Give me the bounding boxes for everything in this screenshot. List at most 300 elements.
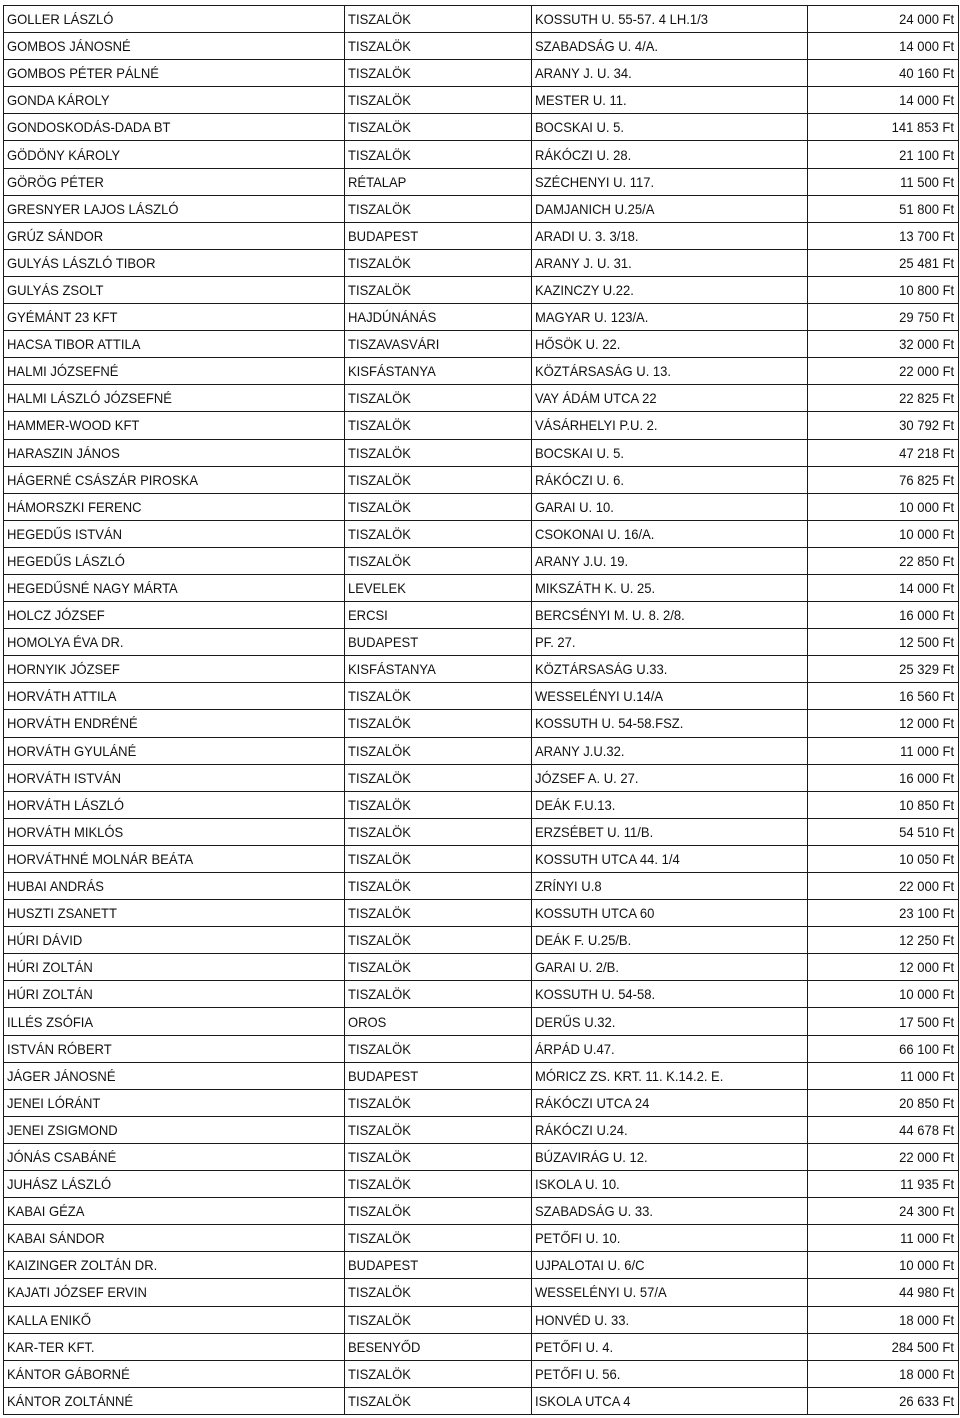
city-cell-text: TISZALÖK [348, 1176, 411, 1193]
name-cell [4, 1198, 345, 1225]
name-cell-text: JENEI LÓRÁNT [7, 1094, 101, 1111]
city-cell [345, 439, 532, 466]
address-cell-text: ARADI U. 3. 3/18. [535, 227, 639, 244]
name-cell [4, 6, 345, 33]
address-cell [532, 710, 808, 737]
city-cell [345, 656, 532, 683]
city-cell [345, 520, 532, 547]
table-row [4, 547, 959, 574]
name-cell-text: GULYÁS ZSOLT [7, 281, 104, 298]
address-cell-text: ISKOLA UTCA 4 [535, 1392, 631, 1409]
amount-cell [808, 1008, 959, 1035]
city-cell [345, 710, 532, 737]
name-cell-text: JÁGER JÁNOSNÉ [7, 1067, 116, 1084]
name-cell-text: HÚRI DÁVID [7, 932, 83, 949]
address-cell-text: MAGYAR U. 123/A. [535, 309, 649, 326]
name-cell-text: HOMOLYA ÉVA DR. [7, 634, 124, 651]
name-cell-text: HÚRI ZOLTÁN [7, 986, 93, 1003]
address-cell [532, 385, 808, 412]
table-row [4, 87, 959, 114]
name-cell-text: KAR-TER KFT. [7, 1338, 95, 1355]
city-cell [345, 818, 532, 845]
city-cell [345, 1387, 532, 1414]
city-cell-text: TISZALÖK [348, 146, 411, 163]
city-cell [345, 954, 532, 981]
amount-cell-text: 22 000 Ft [898, 363, 954, 380]
name-cell-text: HÁGERNÉ CSÁSZÁR PIROSKA [7, 471, 199, 488]
table-row [4, 33, 959, 60]
amount-cell-text: 14 000 Ft [898, 580, 954, 597]
table-row [4, 629, 959, 656]
city-cell [345, 249, 532, 276]
table-row [4, 168, 959, 195]
amount-cell-text: 20 850 Ft [898, 1094, 954, 1111]
amount-cell [808, 412, 959, 439]
amount-cell-text: 12 500 Ft [898, 634, 954, 651]
address-cell-text: MÓRICZ ZS. KRT. 11. K.14.2. E. [535, 1067, 724, 1084]
address-cell-text: DAMJANICH U.25/A [535, 200, 655, 217]
amount-cell [808, 764, 959, 791]
amount-cell [808, 1035, 959, 1062]
name-cell-text: ILLÉS ZSÓFIA [7, 1013, 94, 1030]
amount-cell-text: 22 000 Ft [898, 878, 954, 895]
name-cell [4, 1062, 345, 1089]
name-cell [4, 683, 345, 710]
name-cell [4, 1008, 345, 1035]
name-cell-text: HÚRI ZOLTÁN [7, 959, 93, 976]
address-cell-text: HONVÉD U. 33. [535, 1311, 630, 1328]
address-cell [532, 493, 808, 520]
address-cell [532, 764, 808, 791]
address-cell [532, 466, 808, 493]
address-cell [532, 602, 808, 629]
address-cell-text: WESSELÉNYI U.14/A [535, 688, 664, 705]
table-row [4, 1143, 959, 1170]
table-row [4, 141, 959, 168]
address-cell-text: ISKOLA U. 10. [535, 1176, 620, 1193]
city-cell-text: TISZALÖK [348, 65, 411, 82]
name-cell-text: HALMI JÓZSEFNÉ [7, 363, 119, 380]
name-cell-text: HORVÁTH LÁSZLÓ [7, 796, 124, 813]
city-cell-text: BUDAPEST [348, 634, 419, 651]
name-cell [4, 249, 345, 276]
amount-cell-text: 11 500 Ft [899, 173, 954, 190]
address-cell-text: PF. 27. [535, 634, 576, 651]
name-cell-text: KABAI GÉZA [7, 1203, 85, 1220]
name-cell [4, 276, 345, 303]
address-cell [532, 927, 808, 954]
amount-cell-text: 22 825 Ft [898, 390, 954, 407]
table-row [4, 114, 959, 141]
table-row [4, 222, 959, 249]
amount-cell-text: 22 000 Ft [898, 1148, 954, 1165]
amount-cell [808, 1360, 959, 1387]
amount-cell [808, 276, 959, 303]
city-cell-text: BUDAPEST [348, 227, 419, 244]
address-cell [532, 1387, 808, 1414]
amount-cell [808, 656, 959, 683]
amount-cell [808, 1089, 959, 1116]
address-cell-text: CSOKONAI U. 16/A. [535, 525, 655, 542]
amount-cell-text: 40 160 Ft [898, 65, 954, 82]
name-cell-text: KABAI SÁNDOR [7, 1230, 105, 1247]
name-cell-text: HARASZIN JÁNOS [7, 444, 120, 461]
amount-cell-text: 284 500 Ft [891, 1338, 954, 1355]
amount-cell [808, 60, 959, 87]
city-cell-text: OROS [348, 1013, 387, 1030]
city-cell [345, 6, 532, 33]
amount-cell-text: 16 000 Ft [898, 607, 954, 624]
amount-cell-text: 12 000 Ft [898, 959, 954, 976]
amount-cell-text: 32 000 Ft [898, 336, 954, 353]
address-cell-text: KOSSUTH U. 54-58. [535, 986, 656, 1003]
amount-cell [808, 981, 959, 1008]
table-row [4, 6, 959, 33]
name-cell [4, 1035, 345, 1062]
amount-cell-text: 66 100 Ft [898, 1040, 954, 1057]
amount-cell-text: 13 700 Ft [898, 227, 954, 244]
address-cell [532, 1116, 808, 1143]
table-row [4, 195, 959, 222]
amount-cell [808, 385, 959, 412]
address-cell [532, 656, 808, 683]
amount-cell [808, 737, 959, 764]
table-row [4, 683, 959, 710]
amount-cell [808, 6, 959, 33]
amount-cell [808, 439, 959, 466]
city-cell [345, 683, 532, 710]
name-cell-text: KAIZINGER ZOLTÁN DR. [7, 1257, 158, 1274]
name-cell [4, 493, 345, 520]
name-cell-text: GÖRÖG PÉTER [7, 173, 104, 190]
amount-cell [808, 873, 959, 900]
address-cell [532, 900, 808, 927]
table-row [4, 249, 959, 276]
table-row [4, 1279, 959, 1306]
city-cell-text: RÉTALAP [348, 173, 407, 190]
address-cell-text: JÓZSEF A. U. 27. [535, 769, 639, 786]
city-cell [345, 168, 532, 195]
address-cell [532, 114, 808, 141]
city-cell-text: TISZAVASVÁRI [348, 336, 440, 353]
table-row [4, 954, 959, 981]
name-cell [4, 331, 345, 358]
name-cell-text: GOMBOS PÉTER PÁLNÉ [7, 65, 159, 82]
name-cell-text: KÁNTOR ZOLTÁNNÉ [7, 1392, 134, 1409]
amount-cell-text: 29 750 Ft [898, 309, 954, 326]
address-cell [532, 1143, 808, 1170]
address-cell-text: BÚZAVIRÁG U. 12. [535, 1148, 648, 1165]
name-cell-text: KAJATI JÓZSEF ERVIN [7, 1284, 147, 1301]
city-cell-text: TISZALÖK [348, 390, 411, 407]
name-cell [4, 873, 345, 900]
city-cell [345, 412, 532, 439]
name-cell-text: JENEI ZSIGMOND [7, 1121, 118, 1138]
name-cell [4, 1387, 345, 1414]
address-cell [532, 412, 808, 439]
table-row [4, 412, 959, 439]
name-cell-text: ISTVÁN RÓBERT [7, 1040, 112, 1057]
table-row [4, 764, 959, 791]
amount-cell [808, 574, 959, 601]
amount-cell [808, 845, 959, 872]
name-cell-text: HAMMER-WOOD KFT [7, 417, 140, 434]
name-cell [4, 764, 345, 791]
table-row [4, 1089, 959, 1116]
city-cell-text: TISZALÖK [348, 688, 411, 705]
name-cell-text: HALMI LÁSZLÓ JÓZSEFNÉ [7, 390, 172, 407]
amount-cell [808, 900, 959, 927]
amount-cell-text: 10 000 Ft [898, 525, 954, 542]
city-cell [345, 141, 532, 168]
amount-cell [808, 927, 959, 954]
amount-cell [808, 1279, 959, 1306]
city-cell-text: TISZALÖK [348, 1040, 411, 1057]
amount-cell-text: 10 000 Ft [898, 1257, 954, 1274]
table-row [4, 1035, 959, 1062]
donor-table-body [4, 6, 959, 1415]
address-cell [532, 331, 808, 358]
table-row [4, 656, 959, 683]
city-cell [345, 33, 532, 60]
amount-cell [808, 1306, 959, 1333]
table-row [4, 276, 959, 303]
city-cell-text: BUDAPEST [348, 1067, 419, 1084]
table-row [4, 1198, 959, 1225]
city-cell-text: TISZALÖK [348, 1365, 411, 1382]
name-cell [4, 981, 345, 1008]
name-cell [4, 1143, 345, 1170]
city-cell [345, 60, 532, 87]
address-cell [532, 60, 808, 87]
city-cell-text: TISZALÖK [348, 986, 411, 1003]
city-cell [345, 222, 532, 249]
city-cell-text: TISZALÖK [348, 905, 411, 922]
city-cell-text: TISZALÖK [348, 932, 411, 949]
city-cell [345, 466, 532, 493]
city-cell-text: LEVELEK [348, 580, 406, 597]
address-cell-text: KAZINCZY U.22. [535, 281, 634, 298]
address-cell-text: SZÉCHENYI U. 117. [535, 173, 655, 190]
name-cell [4, 547, 345, 574]
address-cell-text: ÁRPÁD U.47. [535, 1040, 615, 1057]
name-cell [4, 141, 345, 168]
address-cell-text: DERŰS U.32. [535, 1013, 616, 1030]
city-cell [345, 304, 532, 331]
donor-list-sheet [3, 5, 958, 1415]
address-cell-text: BERCSÉNYI M. U. 8. 2/8. [535, 607, 685, 624]
city-cell-text: TISZALÖK [348, 1148, 411, 1165]
city-cell-text: TISZALÖK [348, 1121, 411, 1138]
city-cell [345, 1143, 532, 1170]
city-cell-text: TISZALÖK [348, 1203, 411, 1220]
address-cell [532, 873, 808, 900]
city-cell [345, 900, 532, 927]
city-cell [345, 1062, 532, 1089]
name-cell-text: HACSA TIBOR ATTILA [7, 336, 141, 353]
name-cell-text: GOMBOS JÁNOSNÉ [7, 38, 131, 55]
amount-cell-text: 24 300 Ft [898, 1203, 954, 1220]
name-cell-text: GRESNYER LAJOS LÁSZLÓ [7, 200, 179, 217]
name-cell-text: HEGEDŰS ISTVÁN [7, 525, 123, 542]
city-cell [345, 737, 532, 764]
address-cell [532, 1279, 808, 1306]
amount-cell-text: 47 218 Ft [898, 444, 954, 461]
address-cell [532, 6, 808, 33]
city-cell [345, 1333, 532, 1360]
name-cell-text: HORVÁTH MIKLÓS [7, 823, 124, 840]
amount-cell-text: 10 050 Ft [898, 850, 954, 867]
address-cell [532, 954, 808, 981]
amount-cell-text: 25 329 Ft [898, 661, 954, 678]
amount-cell-text: 16 560 Ft [898, 688, 954, 705]
address-cell-text: DEÁK F. U.25/B. [535, 932, 632, 949]
name-cell [4, 33, 345, 60]
name-cell [4, 1333, 345, 1360]
amount-cell [808, 1198, 959, 1225]
address-cell-text: MIKSZÁTH K. U. 25. [535, 580, 656, 597]
address-cell-text: BOCSKAI U. 5. [535, 444, 625, 461]
amount-cell [808, 1387, 959, 1414]
name-cell-text: GONDA KÁROLY [7, 92, 110, 109]
amount-cell-text: 44 980 Ft [898, 1284, 954, 1301]
table-row [4, 845, 959, 872]
city-cell [345, 114, 532, 141]
amount-cell [808, 710, 959, 737]
name-cell [4, 385, 345, 412]
city-cell [345, 791, 532, 818]
amount-cell-text: 18 000 Ft [898, 1365, 954, 1382]
amount-cell [808, 33, 959, 60]
name-cell-text: GULYÁS LÁSZLÓ TIBOR [7, 254, 156, 271]
table-row [4, 1387, 959, 1414]
name-cell-text: HORVÁTH ATTILA [7, 688, 117, 705]
amount-cell-text: 25 481 Ft [898, 254, 954, 271]
address-cell-text: VÁSÁRHELYI P.U. 2. [535, 417, 658, 434]
address-cell [532, 1225, 808, 1252]
amount-cell [808, 87, 959, 114]
address-cell [532, 1171, 808, 1198]
name-cell [4, 195, 345, 222]
table-row [4, 602, 959, 629]
city-cell-text: TISZALÖK [348, 525, 411, 542]
address-cell-text: KÖZTÁRSASÁG U.33. [535, 661, 668, 678]
city-cell-text: TISZALÖK [348, 254, 411, 271]
donor-table [3, 5, 959, 1415]
address-cell [532, 1360, 808, 1387]
table-row [4, 1306, 959, 1333]
amount-cell [808, 1116, 959, 1143]
city-cell-text: TISZALÖK [348, 715, 411, 732]
amount-cell [808, 195, 959, 222]
name-cell-text: GOLLER LÁSZLÓ [7, 11, 114, 28]
amount-cell [808, 602, 959, 629]
address-cell [532, 1008, 808, 1035]
city-cell [345, 358, 532, 385]
name-cell [4, 602, 345, 629]
table-row [4, 493, 959, 520]
address-cell-text: GARAI U. 10. [535, 498, 614, 515]
address-cell [532, 547, 808, 574]
address-cell [532, 818, 808, 845]
name-cell-text: HOLCZ JÓZSEF [7, 607, 105, 624]
city-cell [345, 547, 532, 574]
name-cell [4, 818, 345, 845]
city-cell [345, 1279, 532, 1306]
address-cell-text: RÁKÓCZI U. 6. [535, 471, 624, 488]
address-cell-text: WESSELÉNYI U. 57/A [535, 1284, 667, 1301]
amount-cell [808, 1333, 959, 1360]
table-row [4, 520, 959, 547]
amount-cell [808, 466, 959, 493]
amount-cell-text: 21 100 Ft [898, 146, 954, 163]
city-cell-text: TISZALÖK [348, 959, 411, 976]
address-cell-text: KOSSUTH UTCA 60 [535, 905, 655, 922]
city-cell-text: KISFÁSTANYA [348, 661, 436, 678]
name-cell-text: HORVÁTH ENDRÉNÉ [7, 715, 138, 732]
name-cell-text: HORNYIK JÓZSEF [7, 661, 120, 678]
table-row [4, 791, 959, 818]
city-cell [345, 873, 532, 900]
address-cell-text: SZABADSÁG U. 33. [535, 1203, 653, 1220]
table-row [4, 873, 959, 900]
amount-cell-text: 44 678 Ft [898, 1121, 954, 1138]
amount-cell [808, 1225, 959, 1252]
city-cell [345, 331, 532, 358]
name-cell-text: KÁNTOR GÁBORNÉ [7, 1365, 130, 1382]
name-cell [4, 791, 345, 818]
address-cell [532, 1089, 808, 1116]
name-cell [4, 1360, 345, 1387]
city-cell-text: BUDAPEST [348, 1257, 419, 1274]
address-cell-text: PETŐFI U. 10. [535, 1230, 621, 1247]
address-cell [532, 520, 808, 547]
name-cell-text: GONDOSKODÁS-DADA BT [7, 119, 171, 136]
amount-cell-text: 12 250 Ft [898, 932, 954, 949]
name-cell [4, 304, 345, 331]
table-row [4, 737, 959, 764]
city-cell-text: TISZALÖK [348, 119, 411, 136]
city-cell [345, 1008, 532, 1035]
city-cell [345, 1116, 532, 1143]
name-cell-text: JUHÁSZ LÁSZLÓ [7, 1176, 112, 1193]
city-cell-text: TISZALÖK [348, 850, 411, 867]
address-cell [532, 1062, 808, 1089]
city-cell [345, 629, 532, 656]
amount-cell [808, 1171, 959, 1198]
table-row [4, 1252, 959, 1279]
address-cell [532, 358, 808, 385]
amount-cell-text: 30 792 Ft [898, 417, 954, 434]
name-cell [4, 900, 345, 927]
table-row [4, 466, 959, 493]
city-cell [345, 927, 532, 954]
city-cell [345, 1089, 532, 1116]
address-cell-text: ARANY J.U. 19. [535, 552, 629, 569]
city-cell-text: TISZALÖK [348, 498, 411, 515]
amount-cell [808, 114, 959, 141]
city-cell-text: TISZALÖK [348, 281, 411, 298]
name-cell [4, 439, 345, 466]
name-cell-text: HEGEDŰSNÉ NAGY MÁRTA [7, 580, 178, 597]
address-cell-text: DEÁK F.U.13. [535, 796, 616, 813]
address-cell-text: ERZSÉBET U. 11/B. [535, 823, 654, 840]
amount-cell [808, 141, 959, 168]
table-row [4, 710, 959, 737]
amount-cell-text: 11 935 Ft [899, 1176, 954, 1193]
name-cell [4, 954, 345, 981]
city-cell [345, 493, 532, 520]
